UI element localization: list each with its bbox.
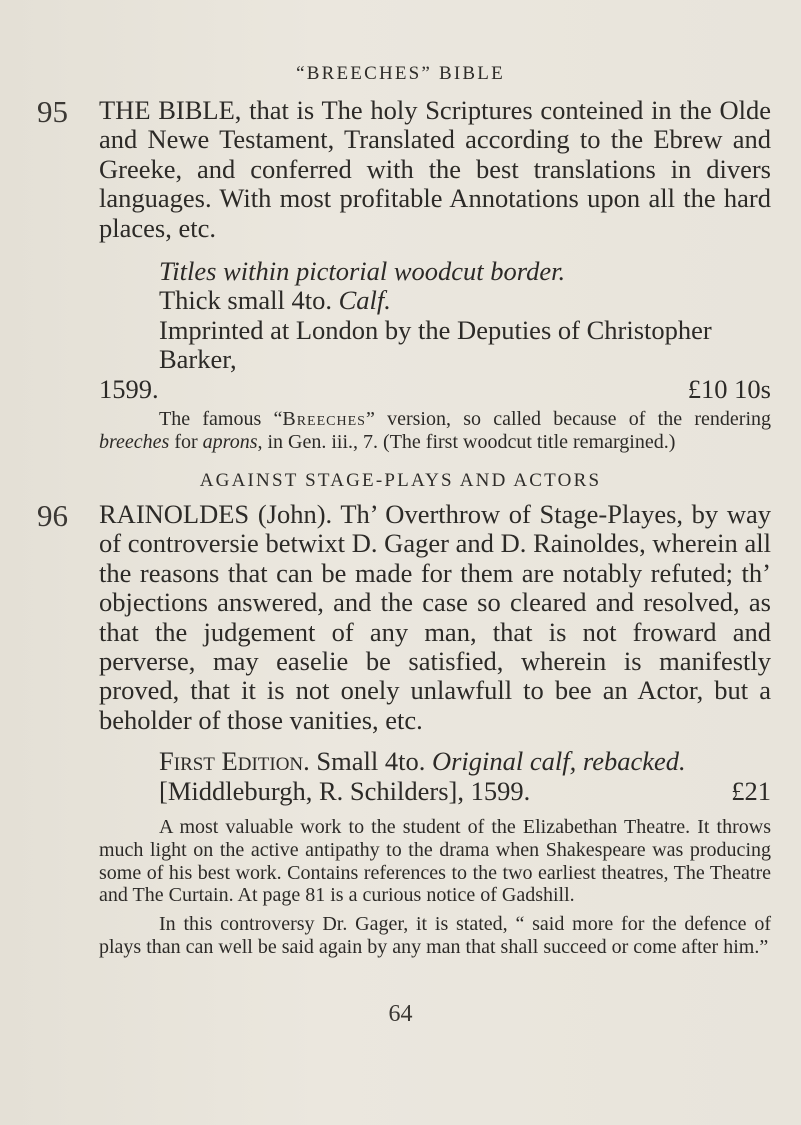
lot-96-edition-line [99, 747, 771, 776]
lot-95-format-size: Thick small 4to. [159, 285, 332, 316]
lot-96-entry [99, 500, 771, 959]
lot-95-title: THE BIBLE, that is The holy Scriptures conteined in the Olde and Newe Testament, Translated according to the Ebrew and Greeke, and conferred with the best translations in divers languages. With most profitable Annotations upon all the hard places, etc. [99, 95, 771, 243]
lot-96-edition: First Edition. [159, 746, 310, 777]
lot-96-price-row [99, 777, 771, 806]
lot-95-price-row [99, 375, 771, 404]
lot-number-96: 96 [37, 498, 68, 533]
page-number: 64 [388, 1001, 413, 1027]
lot-number-95: 95 [37, 94, 68, 129]
lot-96-note-2: In this controversy Dr. Gager, it is stated, “ said more for the defence of plays than can well be said again by any man that shall succeed or come after him.” [99, 913, 771, 959]
lot-96-format: Small 4to. [316, 746, 426, 777]
lot-95-format [99, 286, 771, 315]
lot-95-titles-note: Titles within pictorial woodcut border. [159, 256, 566, 287]
lot-95-year: 1599. [99, 373, 159, 404]
lot-96-price: £21 [731, 775, 771, 806]
section-heading-stage-plays: AGAINST STAGE-PLAYS AND ACTORS [199, 470, 602, 491]
lot-95-binding: Calf. [338, 285, 391, 316]
lot-95-entry [99, 96, 771, 454]
lot-95-note-smallcaps: Breeches [282, 408, 366, 431]
lot-95-imprint: Imprinted at London by the Deputies of Christopher Barker, [159, 314, 712, 375]
lot-96-imprint: [Middleburgh, R. Schilders], 1599. [159, 775, 531, 806]
lot-96-title: RAINOLDES (John). Th’ Overthrow of Stage-Playes, by way of controversie betwixt D. Gager and D. Rainoldes, wherein all the reasons that can be made for them are notably refuted; th’ objections answered, and the case so cleared and resolved, as that the judgement of any man, that is not froward and perverse, may easelie be satisfied, wherein is manifestly proved, that it is not onely unlawfull to bee an Actor, but a beholder of those vanities, etc. [99, 499, 771, 735]
lot-96-note-1: A most valuable work to the student of the Elizabethan Theatre. It throws much light on the active antipathy to the drama when Shakespeare was producing some of his best work. Contains references to the two earliest theatres, The Theatre and The Curtain. At page 81 is a curious notice of Gadshill. [99, 816, 771, 907]
lot-95-price: £10 10s [687, 373, 771, 404]
lot-96-binding: Original calf, rebacked. [431, 746, 686, 777]
lot-95-note: The famous “Breeches” version, so called because of the rendering breeches for aprons, in Gen. iii., 7. (The first woodcut title remargined.) [99, 408, 771, 453]
section-heading-breeches-bible: “BREECHES” BIBLE [296, 63, 505, 84]
